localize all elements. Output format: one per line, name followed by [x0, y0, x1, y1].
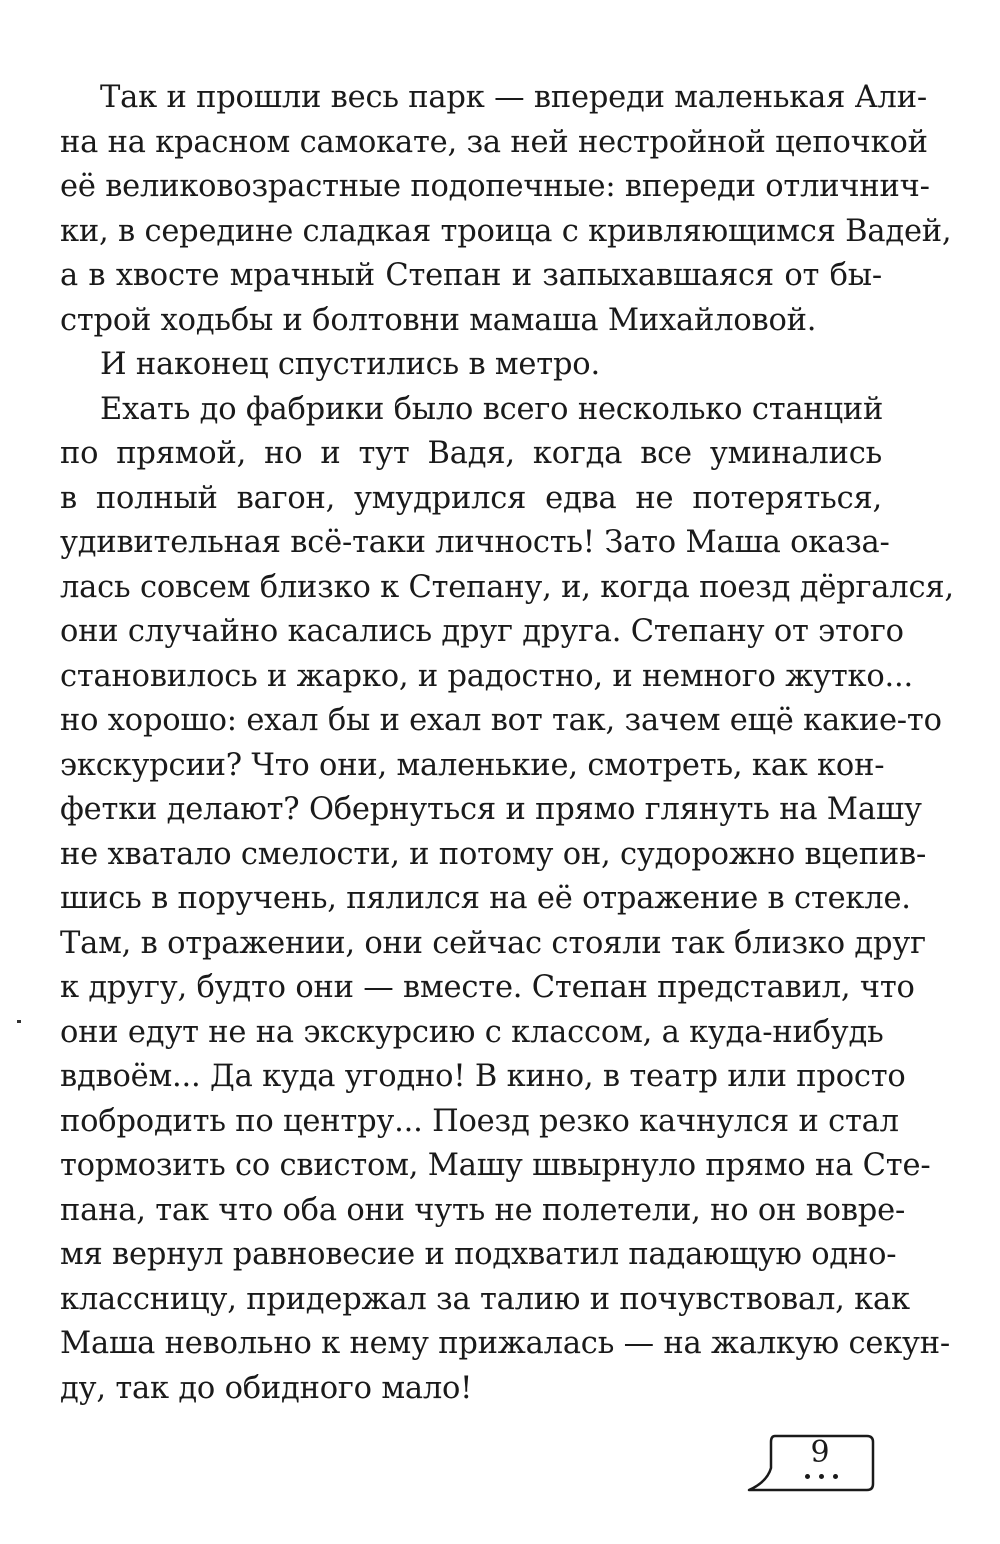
page-number-badge [745, 1432, 877, 1496]
text-line: в полный вагон, умудрился едва не потеряться, [60, 480, 882, 516]
body-text [60, 76, 954, 1411]
text-line: на на красном самокате, за ней нестройной цепочкой [60, 124, 928, 160]
text-line: а в хвосте мрачный Степан и запыхавшаяся от бы- [60, 258, 882, 293]
text-line: но хорошо: ехал бы и ехал вот так, зачем ещё какие-то [60, 703, 942, 738]
ellipsis-dots-icon [803, 1474, 843, 1482]
text-line: шись в поручень, пялился на её отражение в стекле. [60, 881, 911, 916]
text-line: Маша невольно к нему прижалась — на жалкую секун- [60, 1326, 951, 1361]
text-line: не хватало смелости, и потому он, судорожно вцепив- [60, 836, 927, 872]
text-line: экскурсии? Что они, маленькие, смотреть, как кон- [60, 747, 885, 783]
text-line: классницу, придержал за талию и почувствовал, как [60, 1281, 910, 1317]
text-line: они случайно касались друг друга. Степану от этого [60, 614, 904, 649]
text-line: ки, в середине сладкая троица с кривляющимся Вадей, [60, 213, 952, 249]
text-line: побродить по центру... Поезд резко качнулся и стал [60, 1103, 899, 1139]
text-line: её великовозрастные подопечные: впереди отличнич- [60, 169, 930, 204]
text-line: И наконец спустились в метро. [100, 347, 600, 382]
text-line: Ехать до фабрики было всего несколько станций [100, 391, 884, 427]
text-line: становилось и жарко, и радостно, и немного жутко... [60, 658, 914, 694]
text-line: Так и прошли весь парк — впереди маленькая Али- [100, 80, 927, 115]
page-number: 9 [810, 1435, 830, 1470]
text-line: мя вернул равновесие и подхватил падающую одно- [60, 1237, 897, 1272]
text-line: пана, так что оба они чуть не полетели, но он вовре- [60, 1192, 906, 1228]
text-line: тормозить со свистом, Машу швырнуло прямо на Сте- [60, 1148, 931, 1183]
text-line: строй ходьбы и болтовни мамаша Михайловой. [60, 302, 817, 338]
text-line: Там, в отражении, они сейчас стояли так близко друг [60, 925, 926, 961]
text-line: фетки делают? Обернуться и прямо глянуть на Машу [60, 792, 922, 827]
text-line: лась совсем близко к Степану, и, когда поезд дёргался, [60, 569, 954, 605]
text-line: по прямой, но и тут Вадя, когда все уминались [60, 436, 882, 471]
text-line: ду, так до обидного мало! [60, 1370, 473, 1406]
text-line: к другу, будто они — вместе. Степан представил, что [60, 970, 915, 1005]
text-line: удивительная всё-таки личность! Зато Маша оказа- [60, 525, 890, 560]
margin-speck [17, 1020, 21, 1023]
text-line: вдвоём... Да куда угодно! В кино, в театр или просто [60, 1059, 906, 1094]
text-line: они едут не на экскурсию с классом, а куда-нибудь [60, 1014, 884, 1050]
